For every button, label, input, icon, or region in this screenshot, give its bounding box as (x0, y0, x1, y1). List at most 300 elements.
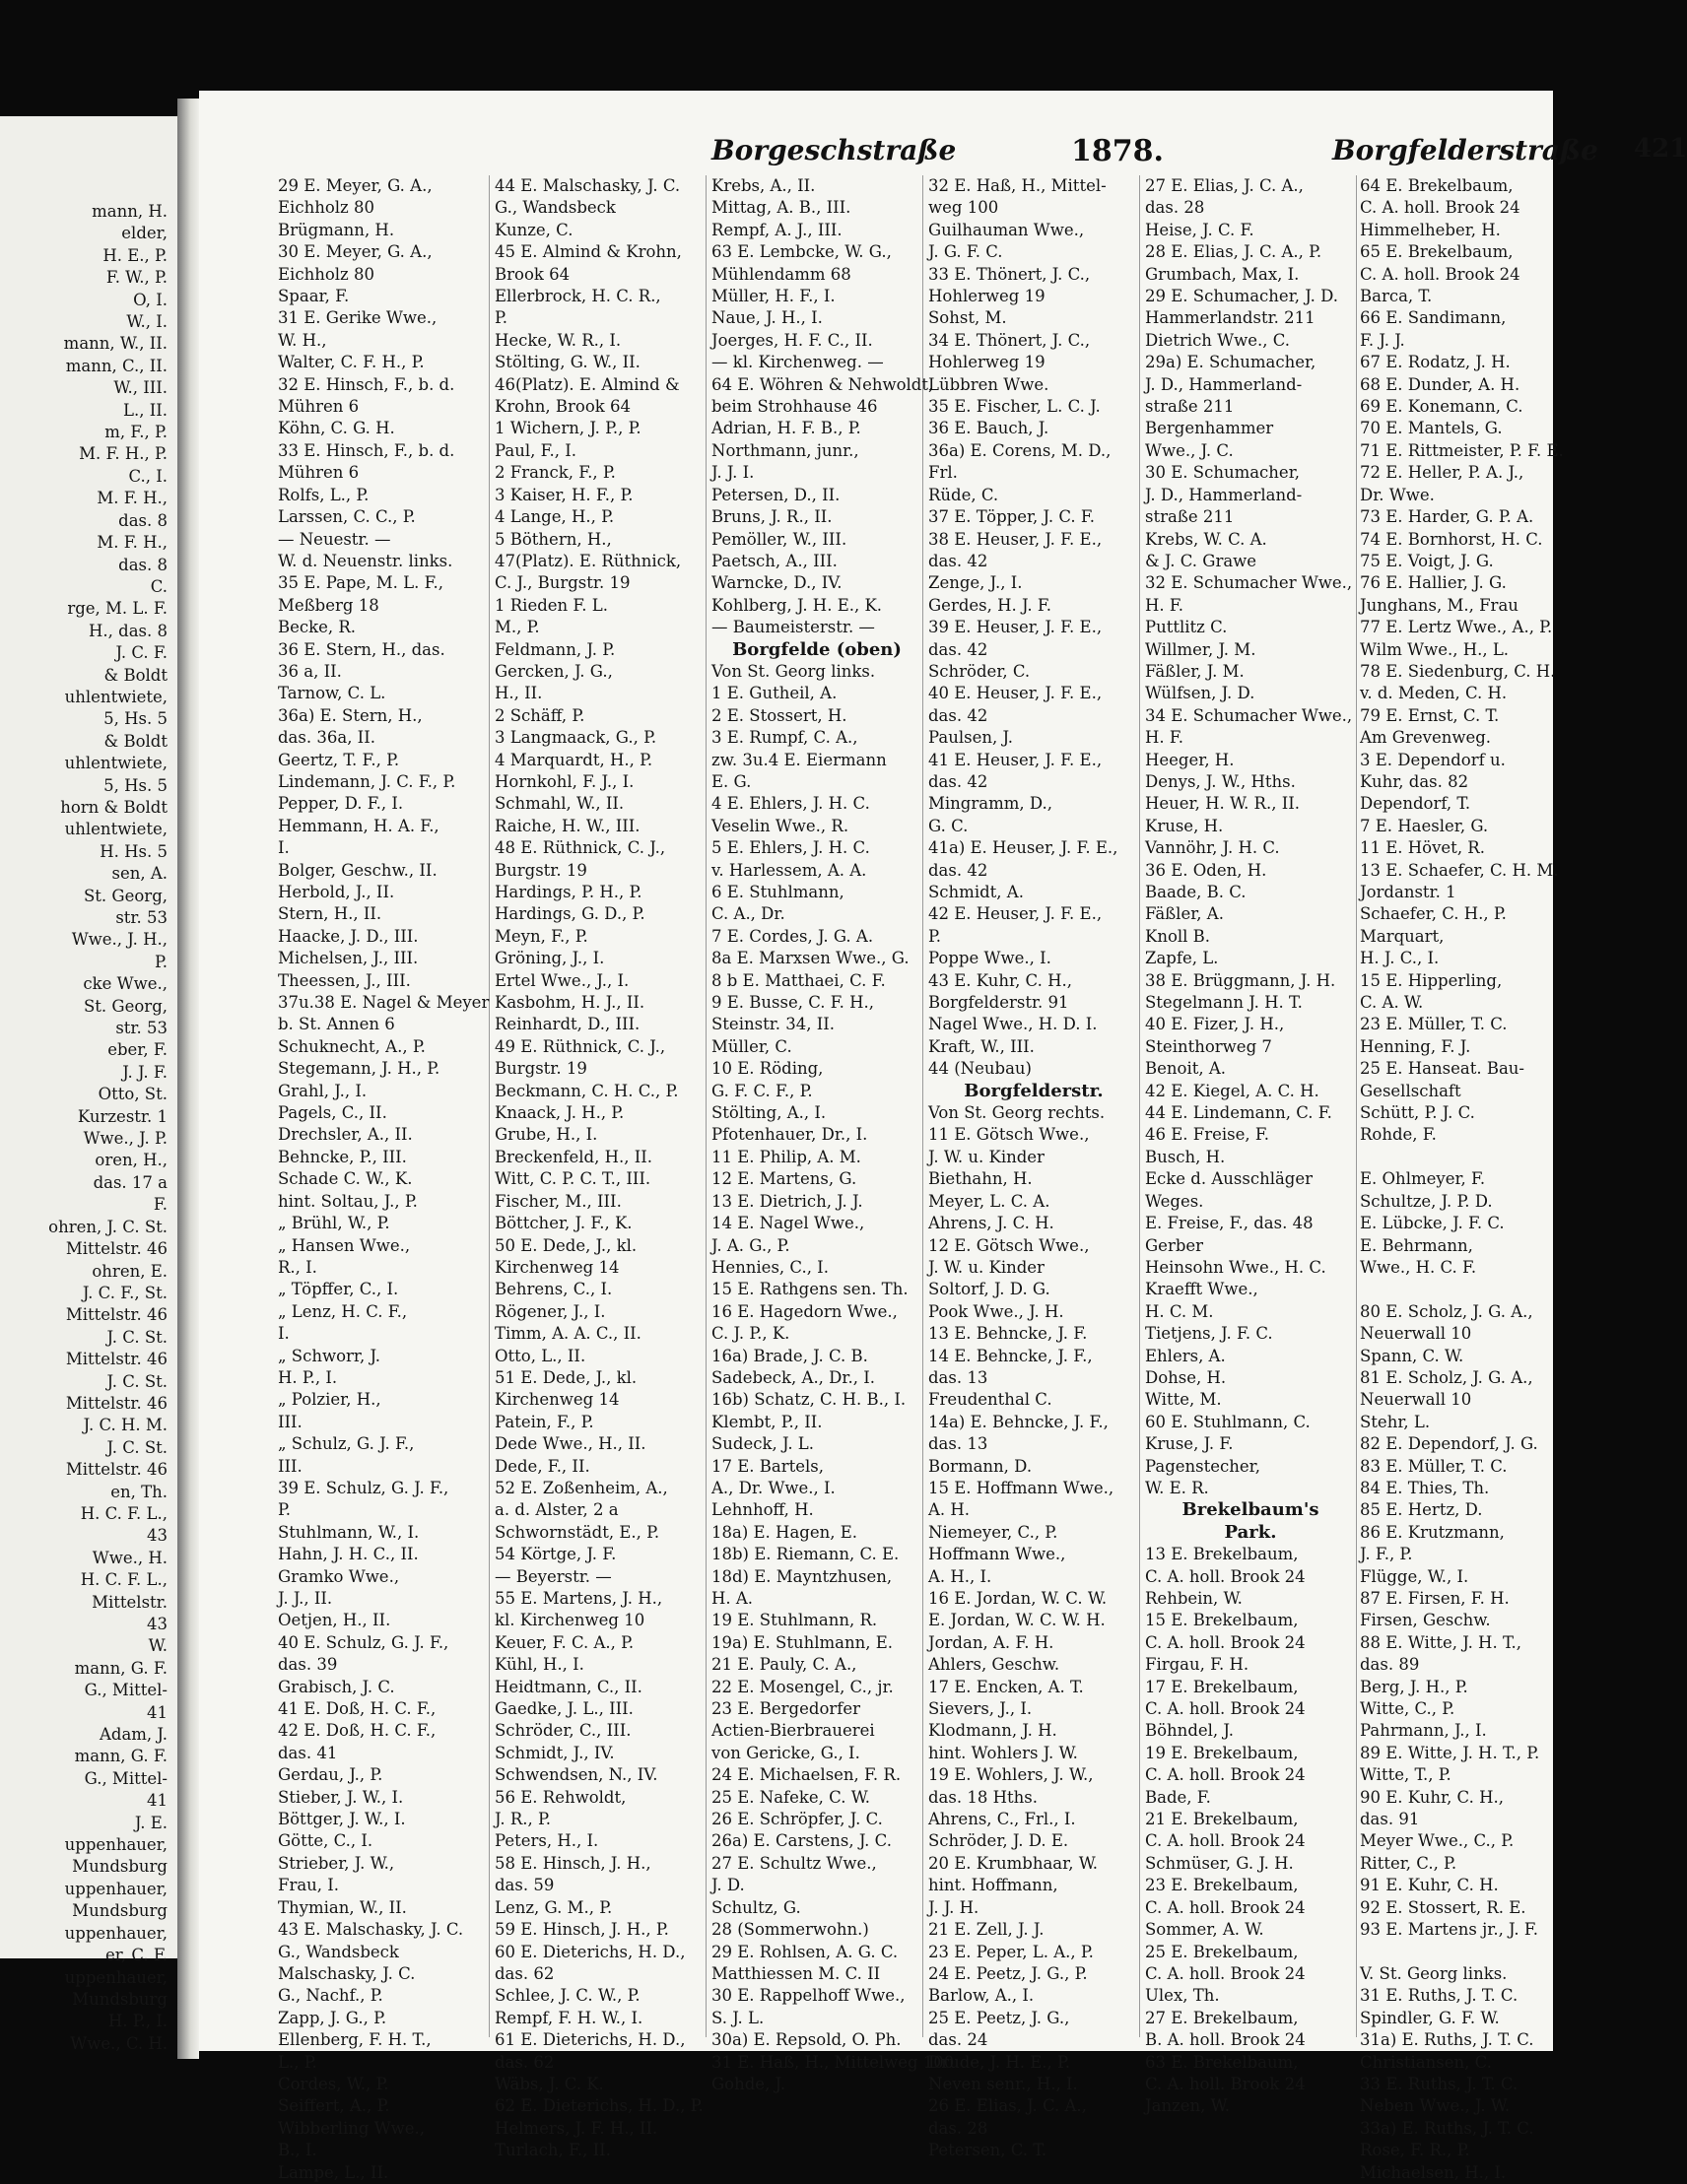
directory-entry-line: 48 E. Rüthnick, C. J., (495, 838, 666, 858)
directory-entry-line: 62 E. Dieterichs, H. D., P. (495, 2096, 704, 2116)
directory-entry-line: Fäßler, A. (1145, 904, 1224, 924)
directory-entry-line: Neben Wwe., J. W. (1360, 2096, 1511, 2116)
directory-entry-line: 4 Marquardt, H., P. (495, 750, 653, 769)
directory-entry-line: hint. Soltau, J., P. (278, 1191, 418, 1211)
directory-entry-line: C. A. holl. Brook 24 (1145, 1963, 1306, 1983)
directory-entry-line: H. P., I. (278, 1367, 338, 1387)
directory-entry-line: 9 E. Busse, C. F. H., (711, 993, 874, 1013)
directory-entry-line: 42 E. Doß, H. C. F., (278, 1721, 437, 1741)
directory-entry-line: C. A., Dr. (711, 904, 785, 924)
directory-entry-line: Ahlers, Geschw. (928, 1655, 1060, 1675)
directory-entry-line: Müller, H. F., I. (711, 287, 836, 306)
directory-entry-line: 41a) E. Heuser, J. F. E., (928, 838, 1118, 858)
directory-entry-line: Pahrmann, J., I. (1360, 1721, 1487, 1741)
directory-entry-line: & J. C. Grawe (1145, 551, 1257, 570)
margin-text-line: eber, F. (107, 1040, 168, 1060)
directory-entry-line: 13 E. Brekelbaum, (1145, 1545, 1299, 1564)
directory-entry-line: 30 E. Meyer, G. A., (278, 242, 433, 262)
margin-text-line: uhlentwiete, (64, 687, 168, 706)
directory-entry-line: Kirchenweg 14 (495, 1257, 620, 1277)
directory-entry-line: Turlach, F., II. (495, 2141, 611, 2160)
directory-entry-line: 67 E. Rodatz, J. H. (1360, 353, 1511, 372)
directory-entry-line: Patein, F., P. (495, 1412, 594, 1431)
directory-entry-line: 25 E. Nafeke, C. W. (711, 1787, 871, 1807)
directory-entry-line: v. Harlessem, A. A. (711, 860, 867, 880)
directory-entry-line: Mühren 6 (278, 463, 360, 483)
directory-entry-line: H. C. M. (1145, 1301, 1214, 1321)
directory-entry-line: Rögener, J., I. (495, 1301, 606, 1321)
directory-entry-line: Steinstr. 34, II. (711, 1015, 836, 1034)
margin-text-line: 41 (147, 1791, 168, 1811)
directory-entry-line: Malschasky, J. C. (278, 1963, 416, 1983)
directory-entry-line: 38 E. Brüggmann, J. H. (1145, 970, 1336, 990)
margin-text-line: H., das. 8 (89, 621, 168, 640)
directory-entry-line: Denys, J. W., Hths. (1145, 771, 1296, 791)
directory-entry-line: 2 Franck, F., P. (495, 463, 616, 483)
directory-entry-line: Klodmann, J. H. (928, 1721, 1057, 1741)
directory-entry-line: C. A. holl. Brook 24 (1145, 1765, 1306, 1785)
directory-entry-line: Heidtmann, C., II. (495, 1677, 642, 1696)
directory-entry-line: Sohst, M. (928, 308, 1007, 328)
directory-entry-line: J. J. I. (711, 463, 755, 483)
directory-entry-line: P. (278, 1500, 292, 1520)
margin-text-line: P. (154, 952, 168, 971)
left-page-text-strip (0, 201, 173, 2053)
directory-entry-line: 71 E. Rittmeister, P. F. E. (1360, 440, 1564, 460)
directory-entry-line: Schlee, J. C. W., P. (495, 1986, 641, 2006)
directory-entry-line: das. 91 (1360, 1810, 1420, 1829)
directory-column-6 (1360, 175, 1571, 2182)
directory-entry-line: H. A. (711, 1589, 754, 1608)
directory-entry-line: 80 E. Scholz, J. G. A., (1360, 1301, 1533, 1321)
directory-entry-line: Knaack, J. H., P. (495, 1103, 625, 1123)
directory-entry-line: Walter, C. F. H., P. (278, 353, 425, 372)
directory-entry-line: Dede Wwe., H., II. (495, 1434, 646, 1454)
directory-entry-line: „ Brühl, W., P. (278, 1214, 390, 1233)
directory-entry-line: Heinsohn Wwe., H. C. (1145, 1257, 1326, 1277)
directory-entry-line: 47(Platz). E. Rüthnick, (495, 551, 682, 570)
margin-text-line: 41 (147, 1702, 168, 1722)
directory-entry-line: 30 E. Rappelhoff Wwe., (711, 1986, 906, 2006)
directory-entry-line: 38 E. Heuser, J. F. E., (928, 529, 1103, 549)
directory-column-2 (495, 175, 707, 2160)
directory-entry-line: J. A. G., P. (711, 1235, 790, 1255)
directory-entry-line: 44 E. Lindemann, C. F. (1145, 1103, 1332, 1123)
margin-text-line: L., II. (123, 400, 168, 420)
directory-entry-line: 13 E. Schaefer, C. H. M. (1360, 860, 1559, 880)
directory-entry-line: 58 E. Hinsch, J. H., (495, 1853, 651, 1873)
directory-entry-line: Schade C. W., K. (278, 1169, 413, 1189)
margin-text-line: uppenhauer, (64, 1967, 168, 1987)
margin-text-line: M. F. H., P. (79, 444, 168, 464)
margin-text-line: mann, W., II. (63, 334, 168, 354)
directory-entry-line: Eichholz 80 (278, 264, 374, 284)
directory-entry-line: Drude, J. H. E., P. (928, 2052, 1071, 2072)
margin-text-line: das. 8 (118, 510, 168, 530)
margin-text-line: J. J. F. (122, 1062, 168, 1082)
margin-text-line: Adam, J. (99, 1725, 168, 1745)
margin-text-line: Otto, St. (98, 1085, 168, 1104)
directory-entry-line: C. A. holl. Brook 24 (1360, 198, 1520, 218)
directory-entry-line: 42 E. Heuser, J. F. E., (928, 904, 1103, 924)
directory-entry-line: 14a) E. Behncke, J. F., (928, 1412, 1109, 1431)
directory-entry-line: 36a) E. Corens, M. D., (928, 440, 1112, 460)
directory-entry-line: 89 E. Witte, J. H. T., P. (1360, 1743, 1540, 1762)
directory-entry-line: 23 E. Müller, T. C. (1360, 1015, 1508, 1034)
margin-text-line: uppenhauer, (64, 1835, 168, 1855)
directory-entry-line: F. J. J. (1360, 330, 1405, 350)
directory-entry-line: Behncke, P., III. (278, 1147, 407, 1166)
directory-entry-line: Joerges, H. F. C., II. (711, 330, 873, 350)
directory-entry-line (1360, 1279, 1571, 1300)
directory-entry-line: 11 E. Götsch Wwe., (928, 1125, 1090, 1145)
margin-text-line: Wwe., J. P. (83, 1129, 168, 1149)
directory-entry-line: Flügge, W., I. (1360, 1566, 1469, 1586)
directory-entry-line: 13 E. Behncke, J. F. (928, 1324, 1088, 1344)
directory-entry-line: 41 E. Heuser, J. F. E., (928, 750, 1103, 769)
directory-entry-line: Hardings, P. H., P. (495, 883, 642, 901)
directory-entry-line: 85 E. Hertz, D. (1360, 1500, 1483, 1520)
directory-entry-line: Henning, F. J. (1360, 1036, 1471, 1056)
margin-text-line: das. 17 a (93, 1172, 168, 1192)
left-page-fragment (0, 116, 177, 2053)
directory-entry-line: 19 E. Brekelbaum, (1145, 1743, 1299, 1762)
margin-text-line: Wwe., H. (92, 1548, 168, 1567)
directory-entry-line: Heeger, H. (1145, 750, 1235, 769)
directory-entry-line: 92 E. Stossert, R. E. (1360, 1897, 1526, 1917)
directory-entry-line: Krebs, W. C. A. (1145, 529, 1267, 549)
directory-entry-line: Götte, C., I. (278, 1831, 373, 1851)
directory-entry-line: 3 Langmaack, G., P. (495, 728, 657, 748)
directory-entry-line: Mühlendamm 68 (711, 264, 851, 284)
directory-entry-line: Guilhauman Wwe., (928, 220, 1085, 239)
directory-entry-line: Fischer, M., III. (495, 1191, 622, 1211)
directory-entry-line: von Gericke, G., I. (711, 1743, 860, 1762)
directory-entry-line: V. St. Georg links. (1360, 1963, 1508, 1983)
directory-entry-line: 68 E. Dunder, A. H. (1360, 374, 1520, 394)
directory-entry-line: Von St. Georg rechts. (928, 1103, 1106, 1123)
directory-entry-line: 40 E. Schulz, G. J. F., (278, 1632, 449, 1652)
directory-entry-line: Grumbach, Max, I. (1145, 264, 1300, 284)
directory-entry-line: 6 E. Stuhlmann, (711, 883, 844, 901)
directory-entry-line: 28 E. Elias, J. C. A., P. (1145, 242, 1322, 262)
margin-text-line: Kurzestr. 1 (77, 1106, 168, 1126)
directory-entry-line: 35 E. Pape, M. L. F., (278, 573, 443, 593)
directory-entry-line: Lübbren Wwe. (928, 374, 1049, 394)
margin-text-line: H. Hs. 5 (100, 841, 168, 861)
directory-entry-line: Schröder, C. (928, 661, 1031, 681)
directory-entry-line: 4 Lange, H., P. (495, 507, 615, 527)
directory-entry-line: beim Strohhause 46 (711, 397, 878, 417)
directory-entry-line: Witte, C., P. (1360, 1699, 1455, 1719)
directory-entry-line: hint. Wohlers J. W. (928, 1743, 1078, 1762)
directory-entry-line: das. 42 (928, 551, 988, 570)
directory-entry-line: 23 E. Peper, L. A., P. (928, 1942, 1094, 1961)
directory-entry-line: Adrian, H. F. B., P. (711, 419, 861, 438)
directory-entry-line: E. Jordan, W. C. W. H. (928, 1611, 1106, 1630)
directory-entry-line: 43 E. Malschasky, J. C. (278, 1920, 464, 1940)
directory-entry-line: Keuer, F. C. A., P. (495, 1632, 635, 1652)
directory-entry-line: Pook Wwe., J. H. (928, 1301, 1064, 1321)
directory-entry-line: 77 E. Lertz Wwe., A., P. (1360, 618, 1553, 637)
directory-entry-line: Stieber, J. W., I. (278, 1787, 404, 1807)
margin-text-line: mann, G. F. (74, 1747, 168, 1766)
directory-entry-line: Jordanstr. 1 (1360, 883, 1456, 901)
directory-entry-line: 27 E. Schultz Wwe., (711, 1853, 877, 1873)
directory-entry-line: das. 28 (1145, 198, 1205, 218)
directory-entry-line: 76 E. Hallier, J. G. (1360, 573, 1507, 593)
directory-entry-line: 31 E. Haß, H., Mittelweg 100 (711, 2052, 955, 2072)
directory-entry-line: „ Töpffer, C., I. (278, 1280, 399, 1299)
directory-entry-line: E. Freise, F., das. 48 (1145, 1214, 1314, 1233)
margin-text-line: W., III. (113, 378, 168, 398)
directory-entry-line: — Baumeisterstr. — (711, 618, 875, 637)
directory-entry-line: Becke, R. (278, 618, 357, 637)
directory-entry-line: 32 E. Schumacher Wwe., (1145, 573, 1353, 593)
directory-entry-line: Schultze, J. P. D. (1360, 1191, 1493, 1211)
directory-entry-line: das. 42 (928, 771, 988, 791)
directory-entry-line: 43 E. Kuhr, C. H., (928, 970, 1072, 990)
directory-entry-line: Kruse, H. (1145, 816, 1224, 835)
directory-entry-line: A., Dr. Wwe., I. (711, 1478, 836, 1497)
directory-entry-line: H. F. (1145, 728, 1184, 748)
directory-entry-line: Schütt, P. J. C. (1360, 1103, 1475, 1123)
header-right-street: Borgfelderstraße (1332, 134, 1598, 166)
directory-entry-line: 29a) E. Schumacher, (1145, 353, 1316, 372)
directory-entry-line: Pepper, D. F., I. (278, 794, 404, 814)
directory-entry-line: 1 E. Gutheil, A. (711, 684, 838, 703)
directory-entry-line: I. (278, 838, 290, 858)
directory-entry-line: 26 E. Elias, J. C. A., (928, 2096, 1087, 2116)
directory-entry-line: 36 a, II. (278, 661, 342, 681)
directory-entry-line: Zenge, J., I. (928, 573, 1023, 593)
directory-entry-line: 36 E. Oden, H. (1145, 860, 1267, 880)
directory-entry-line: Wäbs, J. C. K. (495, 2074, 604, 2093)
directory-entry-line: 18d) E. Mayntzhusen, (711, 1566, 893, 1586)
directory-entry-line: das. 41 (278, 1743, 338, 1762)
margin-text-line: elder, (121, 224, 168, 243)
directory-entry-line: Bruns, J. R., II. (711, 507, 833, 527)
directory-entry-line: Warncke, D., IV. (711, 573, 843, 593)
directory-entry-line: Schwornstädt, E., P. (495, 1522, 660, 1542)
directory-entry-line: hint. Hoffmann, (928, 1876, 1058, 1895)
directory-entry-line: Timm, A. A. C., II. (495, 1324, 641, 1344)
directory-entry-line: Grube, H., I. (495, 1125, 598, 1145)
directory-entry-line: Schuknecht, A., P. (278, 1036, 426, 1056)
directory-column-5 (1145, 175, 1357, 2116)
directory-entry-line: — Neuestr. — (278, 529, 391, 549)
directory-entry-line: Burgstr. 19 (495, 860, 587, 880)
directory-entry-line: Neuerwall 10 (1360, 1390, 1472, 1410)
directory-entry-line: 13 E. Dietrich, J. J. (711, 1191, 863, 1211)
directory-entry-line: Lenz, G. M., P. (495, 1897, 613, 1917)
directory-entry-line: das. 18 Hths. (928, 1787, 1038, 1807)
directory-entry-line: Kraft, W., III. (928, 1036, 1035, 1056)
directory-entry-line: 36 E. Stern, H., das. (278, 639, 445, 659)
directory-entry-line: 3 E. Dependorf u. (1360, 750, 1506, 769)
directory-entry-line: 30 E. Schumacher, (1145, 463, 1301, 483)
directory-entry-line: 35 E. Fischer, L. C. J. (928, 397, 1101, 417)
directory-entry-line: 44 E. Malschasky, J. C. (495, 176, 681, 195)
directory-entry-line: Wibberling Wwe., (278, 2118, 426, 2138)
directory-entry-line: 29 E. Meyer, G. A., (278, 176, 433, 195)
directory-entry-line: 15 E. Brekelbaum, (1145, 1611, 1299, 1630)
directory-entry-line: Petersen, C. T. (928, 2141, 1047, 2160)
directory-entry-line: 31a) E. Ruths, J. T. C. (1360, 2030, 1534, 2050)
header-year: 1878. (1071, 134, 1164, 168)
directory-entry-line: 12 E. Götsch Wwe., (928, 1235, 1090, 1255)
directory-entry-line: 46 E. Freise, F. (1145, 1125, 1269, 1145)
directory-entry-line: J. R., P. (495, 1810, 551, 1829)
directory-entry-line: 27 E. Elias, J. C. A., (1145, 176, 1304, 195)
margin-text-line: Mittelstr. 46 (65, 1350, 168, 1369)
margin-text-line: m, F., P. (104, 423, 168, 442)
margin-text-line: horn & Boldt (60, 797, 168, 817)
directory-entry-line: Stuhlmann, W., I. (278, 1522, 420, 1542)
margin-text-line: G., Mittel- (84, 1768, 168, 1788)
directory-entry-line: — kl. Kirchenweg. — (711, 353, 884, 372)
directory-entry-line: Eichholz 80 (278, 198, 374, 218)
directory-entry-line: III. (278, 1412, 303, 1431)
directory-entry-line: Pemöller, W., III. (711, 529, 847, 549)
directory-entry-line: straße 211 (1145, 507, 1235, 527)
directory-entry-line: 31 E. Ruths, J. T. C. (1360, 1986, 1518, 2006)
directory-entry-line: G., Wandsbeck (495, 198, 616, 218)
directory-entry-line: Gercken, J. G., (495, 661, 613, 681)
directory-entry-line: Gerdau, J., P. (278, 1765, 383, 1785)
directory-entry-line: Meyer, L. C. A. (928, 1191, 1050, 1211)
directory-entry-line: A. H. (928, 1500, 971, 1520)
directory-entry-line: 20 E. Krumbhaar, W. (928, 1853, 1099, 1873)
directory-entry-line: Sadebeck, A., Dr., I. (711, 1367, 875, 1387)
directory-entry-line: 73 E. Harder, G. P. A. (1360, 507, 1534, 527)
directory-entry-line: Oetjen, H., II. (278, 1611, 391, 1630)
directory-entry-line: das. 13 (928, 1434, 988, 1454)
directory-entry-line: 72 E. Heller, P. A. J., (1360, 463, 1524, 483)
directory-entry-line: 56 E. Rehwoldt, (495, 1787, 627, 1807)
directory-entry-line: Michelsen, J., III. (278, 949, 419, 968)
directory-entry-line: weg 100 (928, 198, 999, 218)
directory-entry-line: Paetsch, A., III. (711, 551, 838, 570)
directory-entry-line: Janzen, W. (1145, 2096, 1230, 2116)
directory-entry-line: G., Wandsbeck (278, 1942, 399, 1961)
directory-entry-line: 23 E. Brekelbaum, (1145, 1876, 1299, 1895)
margin-text-line: J. C. St. (106, 1371, 168, 1391)
directory-entry-line: 7 E. Haesler, G. (1360, 816, 1489, 835)
directory-entry-line: Actien-Bierbrauerei (711, 1721, 875, 1741)
directory-entry-line: das. 28 (928, 2118, 988, 2138)
directory-entry-line: Schultz, G. (711, 1897, 801, 1917)
directory-entry-line: 29 E. Schumacher, J. D. (1145, 287, 1338, 306)
directory-entry-line: 50 E. Dede, J., kl. (495, 1235, 638, 1255)
directory-entry-line: Meßberg 18 (278, 595, 379, 615)
directory-entry-line: Pagenstecher, (1145, 1456, 1260, 1476)
margin-text-line: 5, Hs. 5 (103, 709, 168, 729)
directory-entry-line: Neven senr., H., I. (928, 2074, 1078, 2093)
directory-entry-line: 4 E. Ehlers, J. H. C. (711, 794, 870, 814)
directory-entry-line: 78 E. Siedenburg, C. H. (1360, 661, 1556, 681)
directory-entry-line: Himmelheber, H. (1360, 220, 1501, 239)
directory-entry-line: Dede, F., II. (495, 1456, 590, 1476)
directory-entry-line: Burgstr. 19 (495, 1059, 587, 1079)
directory-entry-line: J. W. u. Kinder (928, 1257, 1045, 1277)
directory-entry-line: Hammerlandstr. 211 (1145, 308, 1316, 328)
directory-entry-line: Böttger, J. W., I. (278, 1810, 406, 1829)
directory-entry-line: Stehr, L. (1360, 1412, 1431, 1431)
margin-text-line: J. C. St. (106, 1437, 168, 1457)
directory-entry-line: Heuer, H. W. R., II. (1145, 794, 1300, 814)
directory-entry-line: P. (495, 308, 508, 328)
directory-entry-line: Kunze, C. (495, 220, 574, 239)
directory-entry-line: 40 E. Heuser, J. F. E., (928, 684, 1103, 703)
directory-entry-line: Klembt, P., II. (711, 1412, 823, 1431)
directory-entry-line: Seiffert, A., P. (278, 2096, 390, 2116)
section-heading: Borgfelderstr. (964, 1080, 1104, 1101)
directory-entry-line: 93 E. Martens jr., J. F. (1360, 1920, 1539, 1940)
directory-entry-line: das. 42 (928, 639, 988, 659)
directory-entry-line: Matthiessen M. C. II (711, 1963, 881, 1983)
directory-entry-line: J. W. u. Kinder (928, 1147, 1045, 1166)
directory-entry-line: Meyn, F., P. (495, 926, 588, 946)
directory-entry-line: Spaar, F. (278, 287, 350, 306)
directory-entry-line: Baade, B. C. (1145, 883, 1247, 901)
directory-entry-line: Lehnhoff, H. (711, 1500, 814, 1520)
directory-entry-line: 84 E. Thies, Th. (1360, 1478, 1490, 1497)
directory-entry-line: 40 E. Fizer, J. H., (1145, 1015, 1285, 1034)
directory-column-1 (278, 175, 490, 2182)
directory-entry-line: 64 E. Wöhren & Nehwoldt, (711, 374, 934, 394)
directory-entry-line: Nagel Wwe., H. D. I. (928, 1015, 1098, 1034)
directory-entry-line: das. 89 (1360, 1655, 1420, 1675)
directory-entry-line: J. G. F. C. (928, 242, 1003, 262)
directory-entry-line: W. H., (278, 330, 327, 350)
directory-entry-line: Berg, J. H., P. (1360, 1677, 1468, 1696)
directory-entry-line: Kirchenweg 14 (495, 1390, 620, 1410)
margin-text-line: J. C. H. M. (83, 1416, 168, 1435)
directory-entry-line: Beckmann, C. H. C., P. (495, 1081, 679, 1100)
directory-entry-line: 24 E. Peetz, J. G., P. (928, 1963, 1088, 1983)
directory-entry-line: Peters, H., I. (495, 1831, 599, 1851)
directory-entry-line: Borgfelderstr. 91 (928, 993, 1069, 1013)
margin-text-line: uppenhauer, (64, 1923, 168, 1943)
directory-entry-line: Rehbein, W. (1145, 1589, 1243, 1608)
directory-entry-line: 83 E. Müller, T. C. (1360, 1456, 1508, 1476)
directory-entry-line: G. C. (928, 816, 969, 835)
directory-entry-line: 37 E. Töpper, J. C. F. (928, 507, 1096, 527)
directory-entry-line: Dr. Wwe. (1360, 485, 1435, 504)
margin-text-line: uhlentwiete, (64, 820, 168, 839)
directory-entry-line: P. (928, 926, 942, 946)
directory-entry-line: 60 E. Stuhlmann, C. (1145, 1412, 1311, 1431)
directory-entry-line: 61 E. Dieterichs, H. D., (495, 2030, 686, 2050)
directory-entry-line: E. Ohlmeyer, F. (1360, 1169, 1486, 1189)
directory-entry-line: Wwe., J. C. (1145, 440, 1234, 460)
directory-entry-line: Ulex, Th. (1145, 1986, 1220, 2006)
directory-entry-line: 1 Rieden F. L. (495, 595, 608, 615)
directory-entry-line: Dohse, H. (1145, 1367, 1227, 1387)
directory-entry-line: Rose, F. R., P. (1360, 2141, 1470, 2160)
directory-entry-line: S. J. L. (711, 2008, 765, 2027)
directory-entry-line: Pagels, C., II. (278, 1103, 387, 1123)
directory-entry-line: Witte, T., P. (1360, 1765, 1451, 1785)
directory-entry-line: Bade, F. (1145, 1787, 1211, 1807)
directory-entry-line: 15 E. Hoffmann Wwe., (928, 1478, 1114, 1497)
directory-entry-line: J. D., Hammerland- (1145, 374, 1303, 394)
directory-entry-line: Grabisch, J. C. (278, 1677, 395, 1696)
directory-entry-line: J. J. H. (928, 1897, 979, 1917)
directory-entry-line: Hohlerweg 19 (928, 353, 1046, 372)
directory-entry-line: Schaefer, C. H., P. (1360, 904, 1507, 924)
